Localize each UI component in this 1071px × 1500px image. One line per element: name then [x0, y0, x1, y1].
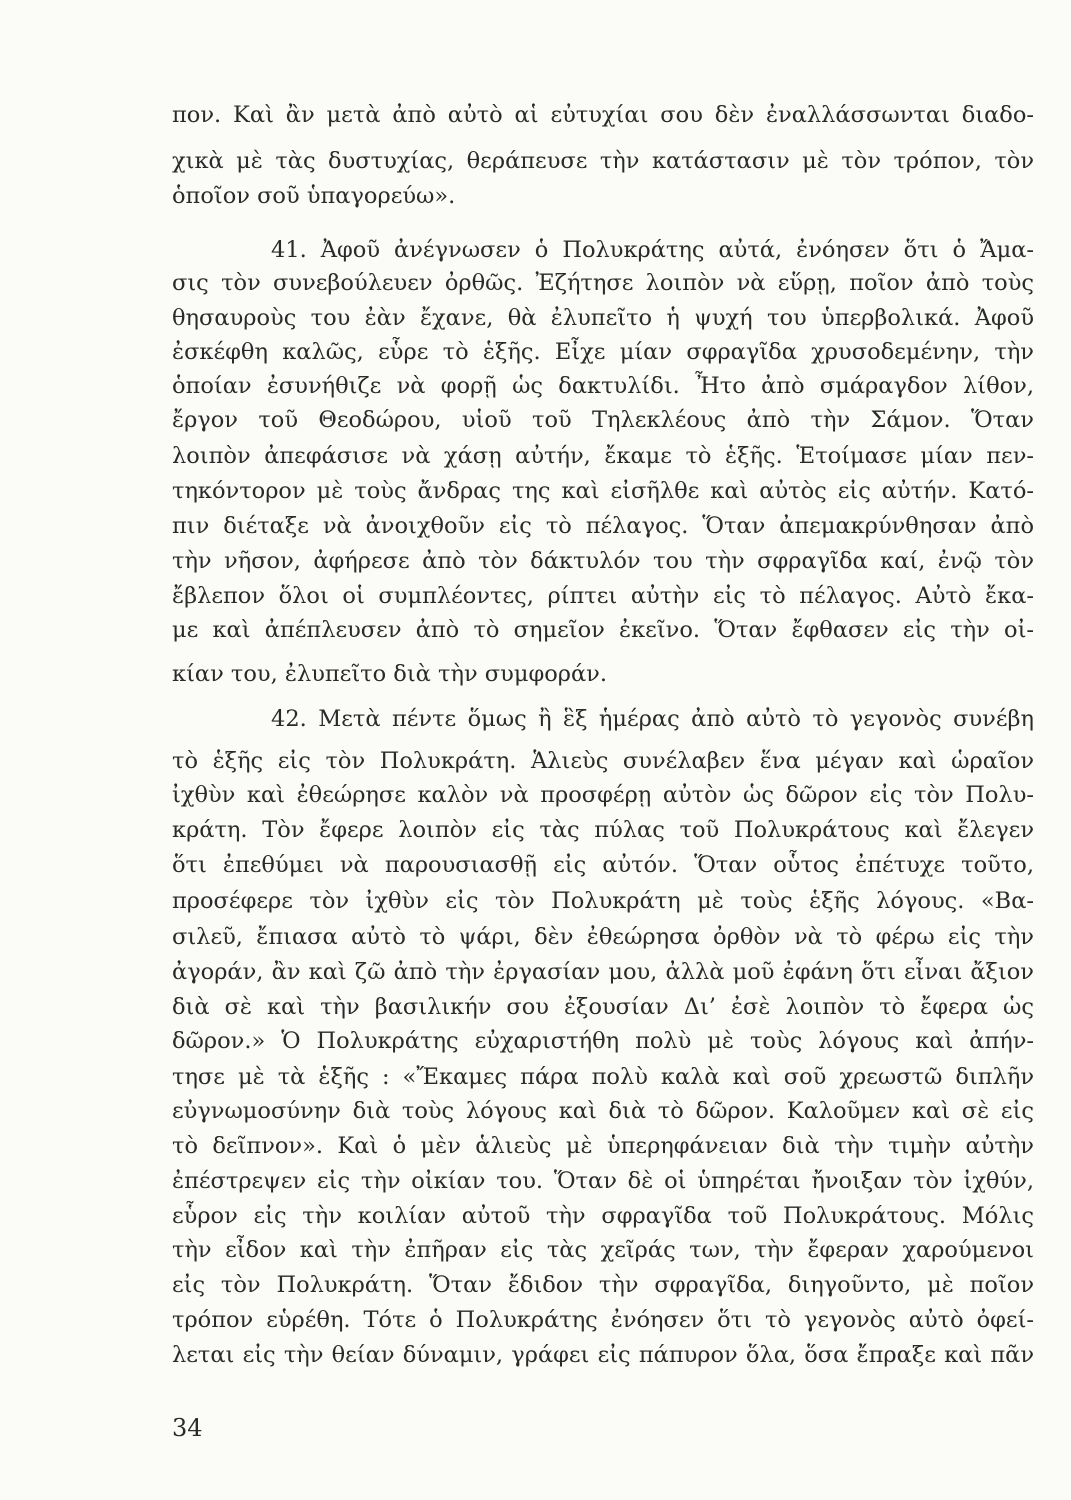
text-line: σιλεῦ, ἔπιασα αὐτὸ τὸ ψάρι, δὲν ἐθεώρησα ὀρθὸν νὰ τὸ φέρω εἰς τὴν	[172, 924, 1034, 950]
text-line: τησε μὲ τὰ ἑξῆς : «Ἔκαμες πάρα πολὺ καλὰ καὶ σοῦ χρεωστῶ διπλῆν	[172, 1064, 1034, 1090]
text-line: ὁποίαν ἐσυνήθιζε νὰ φορῇ ὡς δακτυλίδι. Ἦτο ἀπὸ σμάραγδον λίθον,	[172, 373, 1034, 399]
text-line: πον. Καὶ ἂν μετὰ ἀπὸ αὐτὸ αἱ εὐτυχίαι σου δὲν ἐναλλάσσωνται διαδο-	[172, 102, 1034, 128]
text-line: κράτη. Τὸν ἔφερε λοιπὸν εἰς τὰς πύλας τοῦ Πολυκράτους καὶ ἔλεγεν	[172, 817, 1034, 843]
text-line: τὴν εἶδον καὶ τὴν ἐπῆραν εἰς τὰς χεῖράς των, τὴν ἔφεραν χαρούμενοι	[172, 1237, 1034, 1263]
text-line: διὰ σὲ καὶ τὴν βασιλικήν σου ἐξουσίαν Δι’ ἐσὲ λοιπὸν τὸ ἔφερα ὡς	[172, 994, 1034, 1020]
text-line: τὸ ἑξῆς εἰς τὸν Πολυκράτη. Ἁλιεὺς συνέλαβεν ἕνα μέγαν καὶ ὡραῖον	[172, 748, 1034, 774]
text-line: δῶρον.» Ὁ Πολυκράτης εὐχαριστήθη πολὺ μὲ τοὺς λόγους καὶ ἀπήν-	[172, 1028, 1034, 1054]
text-line: σις τὸν συνεβούλευεν ὀρθῶς. Ἐζήτησε λοιπὸν νὰ εὕρῃ, ποῖον ἀπὸ τοὺς	[172, 270, 1034, 296]
text-line: εὐγνωμοσύνην διὰ τοὺς λόγους καὶ διὰ τὸ δῶρον. Καλοῦμεν καὶ σὲ εἰς	[172, 1098, 1034, 1124]
text-line: ἔργον τοῦ Θεοδώρου, υἱοῦ τοῦ Τηλεκλέους ἀπὸ τὴν Σάμον. Ὅταν	[172, 407, 1034, 433]
text-line: τρόπον εὑρέθη. Τότε ὁ Πολυκράτης ἐνόησεν ὅτι τὸ γεγονὸς αὐτὸ ὀφεί-	[172, 1307, 1034, 1333]
text-line: τὸ δεῖπνον». Καὶ ὁ μὲν ἁλιεὺς μὲ ὑπερηφάνειαν διὰ τὴν τιμὴν αὐτὴν	[172, 1133, 1034, 1159]
text-line: λοιπὸν ἀπεφάσισε νὰ χάσῃ αὐτήν, ἔκαμε τὸ ἑξῆς. Ἑτοίμασε μίαν πεν-	[172, 443, 1034, 469]
paragraph-41-start: 41. Ἀφοῦ ἀνέγνωσεν ὁ Πολυκράτης αὐτά, ἐνόησεν ὅτι ὁ Ἄμα-	[271, 237, 1034, 263]
paragraph-42-start: 42. Μετὰ πέντε ὅμως ἢ ἓξ ἡμέρας ἀπὸ αὐτὸ τὸ γεγονὸς συνέβη	[271, 706, 1034, 732]
text-line: ὅτι ἐπεθύμει νὰ παρουσιασθῇ εἰς αὐτόν. Ὅταν οὗτος ἐπέτυχε τοῦτο,	[172, 852, 1034, 878]
text-line: κίαν του, ἐλυπεῖτο διὰ τὴν συμφοράν.	[172, 661, 607, 687]
text-line: ἰχθὺν καὶ ἐθεώρησε καλὸν νὰ προσφέρῃ αὐτὸν ὡς δῶρον εἰς τὸν Πολυ-	[172, 782, 1034, 808]
text-line: τηκόντορον μὲ τοὺς ἄνδρας της καὶ εἰσῆλθε καὶ αὐτὸς εἰς αὐτήν. Κατό-	[172, 478, 1034, 504]
text-line: ἀγοράν, ἂν καὶ ζῶ ἀπὸ τὴν ἐργασίαν μου, ἀλλὰ μοῦ ἐφάνη ὅτι εἶναι ἄξιον	[172, 959, 1034, 985]
text-line: εἰς τὸν Πολυκράτη. Ὅταν ἔδιδον τὴν σφραγῖδα, διηγοῦντο, μὲ ποῖον	[172, 1272, 1034, 1298]
text-line: ὁποῖον σοῦ ὑπαγορεύω».	[172, 183, 456, 209]
text-line: τὴν νῆσον, ἀφήρεσε ἀπὸ τὸν δάκτυλόν του τὴν σφραγῖδα καί, ἐνῷ τὸν	[172, 548, 1034, 574]
text-line: θησαυροὺς του ἐὰν ἔχανε, θὰ ἐλυπεῖτο ἡ ψυχή του ὑπερβολικά. Ἀφοῦ	[172, 305, 1034, 331]
text-line: προσέφερε τὸν ἰχθὺν εἰς τὸν Πολυκράτη μὲ τοὺς ἑξῆς λόγους. «Βα-	[172, 888, 1034, 914]
text-line: ἔβλεπον ὅλοι οἱ συμπλέοντες, ρίπτει αὐτὴν εἰς τὸ πέλαγος. Αὐτὸ ἔκα-	[172, 583, 1034, 609]
text-line: εὗρον εἰς τὴν κοιλίαν αὐτοῦ τὴν σφραγῖδα τοῦ Πολυκράτους. Μόλις	[172, 1203, 1034, 1229]
text-line: με καὶ ἀπέπλευσεν ἀπὸ τὸ σημεῖον ἐκεῖνο. Ὅταν ἔφθασεν εἰς τὴν οἰ-	[172, 617, 1034, 643]
text-line: λεται εἰς τὴν θείαν δύναμιν, γράφει εἰς πάπυρον ὅλα, ὅσα ἔπραξε καὶ πᾶν	[172, 1342, 1034, 1368]
text-line: ἐπέστρεψεν εἰς τὴν οἰκίαν του. Ὅταν δὲ οἱ ὑπηρέται ἤνοιξαν τὸν ἰχθύν,	[172, 1168, 1034, 1194]
text-line: πιν διέταξε νὰ ἀνοιχθοῦν εἰς τὸ πέλαγος. Ὅταν ἀπεμακρύνθησαν ἀπὸ	[172, 513, 1034, 539]
text-line: χικὰ μὲ τὰς δυστυχίας, θεράπευσε τὴν κατάστασιν μὲ τὸν τρόπον, τὸν	[172, 148, 1034, 174]
text-line: ἐσκέφθη καλῶς, εὗρε τὸ ἑξῆς. Εἶχε μίαν σφραγῖδα χρυσοδεμένην, τὴν	[172, 339, 1034, 365]
page-number: 34	[172, 1414, 203, 1442]
